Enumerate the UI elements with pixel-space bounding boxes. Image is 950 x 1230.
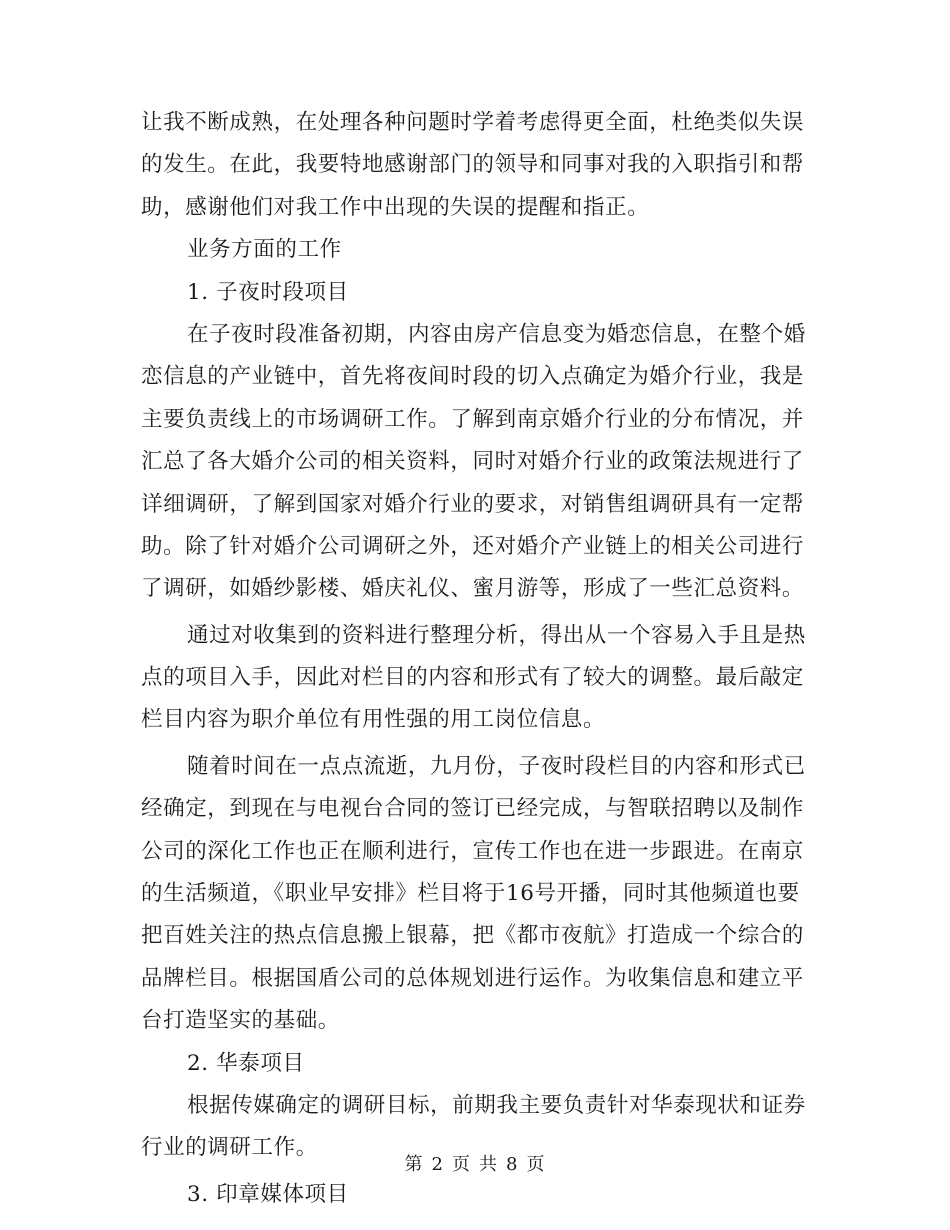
body-line: 栏目内容为职介单位有用性强的用工岗位信息。 bbox=[141, 707, 606, 733]
document-page bbox=[141, 102, 809, 1216]
footer-prefix: 第 bbox=[404, 1154, 424, 1175]
body-line: 根据传媒确定的调研目标，前期我主要负责针对华泰现状和证券 bbox=[187, 1092, 806, 1118]
body-line: 行业的调研工作。 bbox=[141, 1135, 318, 1161]
body-line: 经确定，到现在与电视台合同的签订已经完成，与智联招聘以及制作 bbox=[141, 796, 805, 822]
body-line: 主要负责线上的市场调研工作。了解到南京婚介行业的分布情况，并 bbox=[141, 406, 805, 432]
body-line: 助。除了针对婚介公司调研之外，还对婚介产业链上的相关公司进行 bbox=[141, 533, 805, 559]
footer-total-pages: 8 bbox=[506, 1154, 519, 1175]
subsection-heading: 3. 印章媒体项目 bbox=[187, 1181, 349, 1207]
body-line: 点的项目入手，因此对栏目的内容和形式有了较大的调整。最后敲定 bbox=[141, 665, 805, 691]
body-line: 了调研，如婚纱影楼、婚庆礼仪、蜜月游等，形成了一些汇总资料。 bbox=[141, 576, 805, 602]
body-line: 品牌栏目。根据国盾公司的总体规划进行运作。为收集信息和建立平 bbox=[141, 965, 805, 991]
body-line: 汇总了各大婚介公司的相关资料，同时对婚介行业的政策法规进行了 bbox=[141, 449, 805, 475]
body-line: 在子夜时段准备初期，内容由房产信息变为婚恋信息，在整个婚 bbox=[187, 321, 806, 347]
footer-page-number: 2 bbox=[431, 1154, 444, 1175]
body-line: 助，感谢他们对我工作中出现的失误的提醒和指正。 bbox=[141, 194, 650, 220]
body-line: 的生活频道，《职业早安排》栏目将于16号开播，同时其他频道也要 bbox=[141, 881, 800, 907]
subsection-heading: 2. 华泰项目 bbox=[187, 1050, 305, 1076]
body-line: 把百姓关注的热点信息搬上银幕，把《都市夜航》打造成一个综合的 bbox=[141, 923, 805, 949]
footer-suffix: 页 bbox=[526, 1154, 546, 1175]
body-line: 的发生。在此，我要特地感谢部门的领导和同事对我的入职指引和帮 bbox=[141, 152, 805, 178]
body-line: 通过对收集到的资料进行整理分析，得出从一个容易入手且是热 bbox=[187, 622, 806, 648]
body-line: 恋信息的产业链中，首先将夜间时段的切入点确定为婚介行业，我是 bbox=[141, 364, 805, 390]
body-line: 公司的深化工作也正在顺利进行，宣传工作也在进一步跟进。在南京 bbox=[141, 838, 805, 864]
page-footer bbox=[0, 1153, 950, 1177]
body-line: 让我不断成熟，在处理各种问题时学着考虑得更全面，杜绝类似失误 bbox=[141, 110, 805, 135]
footer-page-word: 页 bbox=[452, 1154, 471, 1175]
body-line: 台打造坚实的基础。 bbox=[141, 1008, 340, 1034]
body-line: 随着时间在一点点流逝，九月份，子夜时段栏目的内容和形式已 bbox=[187, 753, 806, 779]
section-heading: 业务方面的工作 bbox=[187, 237, 342, 263]
footer-total-word: 共 bbox=[479, 1154, 498, 1175]
body-line: 详细调研，了解到国家对婚介行业的要求，对销售组调研具有一定帮 bbox=[141, 491, 805, 517]
subsection-heading: 1. 子夜时段项目 bbox=[187, 279, 349, 305]
